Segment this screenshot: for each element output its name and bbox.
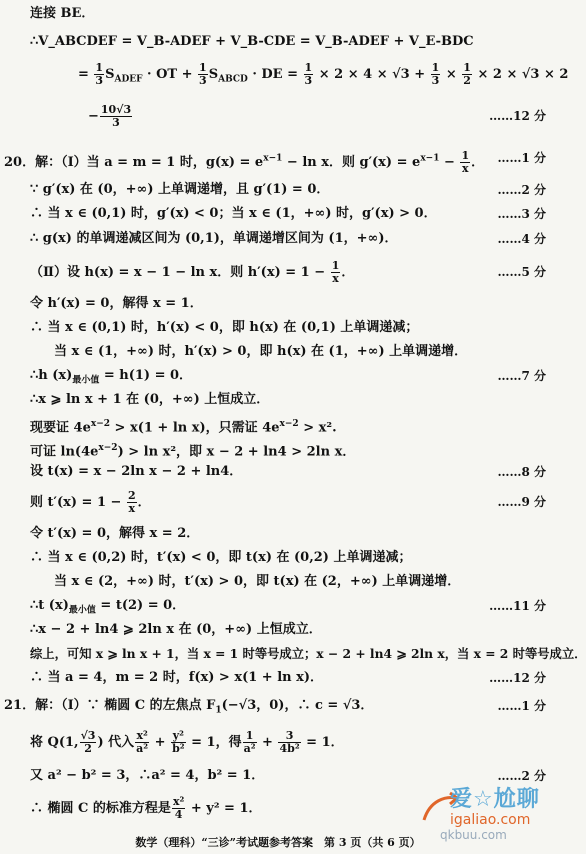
line-21-2: 将 Q(1, $\frac{√3}{2}$ ) 代入 $\frac{\text{x²}}{\text{a²}}$ + $\frac{\text{y²}}{\text{b²}}$ = 1，得 $\frac{1}{\text{a²}}$ + $\frac{3}{\text{4b²}}$ = 1． (30, 729, 344, 755)
line-volume-split: ∴V_ABCDEF = V_B-ADEF + V_B-CDE = V_B-ADEF + V_E-BDC (30, 34, 474, 49)
score-8: ……8 分 (497, 465, 546, 479)
line-20-10: ∴x ⩾ ln x + 1 在 (0，+∞) 上恒成立． (30, 392, 270, 407)
line-21-4: ∴ 椭圆 C 的标准方程是 $\frac{\text{x²}}{4}$ + y² = 1． (30, 795, 262, 821)
score-11: ……11 分 (489, 599, 546, 613)
line-20-6: 令 h′(x) = 0，解得 x = 1． (30, 296, 203, 311)
score-9: ……9 分 (497, 495, 546, 509)
score-5: ……5 分 (497, 265, 546, 279)
site-watermark: 爱☆尬聊 igaliao.com qkbuu.com (420, 780, 550, 850)
line-20-14: 则 t′(x) = 1 − $\frac{2}{x}$ ． (30, 489, 151, 515)
line-volume-calc: = $\frac{1}{3}$ $S_{ADEF}$ · OT + $\frac{1}{3}$ $S_{ABCD}$ · DE = $\frac{1}{3}$ × 2 × 4 × √3 + $\frac{1}{3}$ × $\frac{1}{2}$ × 2 × √3 × 2 (78, 61, 569, 87)
score-1: ……1 分 (497, 151, 546, 165)
score-7: ……7 分 (497, 369, 546, 383)
page-footer: 数学（理科）“三诊”考试题参考答案 第 3 页（共 6 页） (135, 836, 421, 849)
line-20-20: 综上，可知 x ⩾ ln x + 1，当 x = 1 时等号成立；x − 2 + ln4 ⩾ 2ln x，当 x = 2 时等号成立． (30, 646, 586, 661)
problem-21-part1: 21．解：（Ⅰ）∵ 椭圆 C 的左焦点 $F_1(-√3$，0)，∴ c = √3． (4, 698, 374, 716)
score-2: ……2 分 (497, 769, 546, 783)
line-20-2: ∵ g′(x) 在 (0，+∞) 上单调递增，且 g′(1) = 0． (30, 182, 330, 197)
score-12: ……12 分 (489, 109, 546, 123)
score-4: ……4 分 (497, 232, 546, 246)
line-20-5: （Ⅱ）设 h(x) = x − 1 − ln x．则 h′(x) = 1 − $\frac{1}{x}$ ． (30, 259, 355, 285)
line-20-19: ∴x − 2 + ln4 ⩾ 2ln x 在 (0，+∞) 上恒成立． (30, 622, 322, 637)
fraction: $\frac{1}{3}$ (95, 61, 104, 87)
line-20-15: 令 t′(x) = 0，解得 x = 2． (30, 526, 200, 541)
line-20-13: 设 t(x) = x − 2ln x − 2 + ln4． (30, 464, 243, 479)
line-20-9: ∴h $(x)_{最小值} = h(1) = 0$． (30, 368, 193, 386)
line-20-18: ∴t $(x)_{最小值} = t(2) = 0$． (30, 598, 186, 616)
line-20-11: 现要证 $4e^{x-2} > x(1 + \ln x)$，只需证 $4e^{x-2} > x^2$. (30, 419, 337, 436)
fraction: $\frac{1}{3}$ (431, 61, 440, 87)
line-20-3: ∴ 当 x ∈ (0,1) 时，g′(x) < 0；当 x ∈ (1，+∞) 时，g′(x) > 0． (30, 206, 437, 221)
line-volume-result: − $\frac{10√3}{3}$ (88, 103, 132, 129)
line-20-4: ∴ g(x) 的单调递减区间为 (0,1)，单调递增区间为 (1，+∞)． (30, 231, 398, 246)
line-20-16: ∴ 当 x ∈ (0,2) 时，t′(x) < 0，即 t(x) 在 (0,2) 上单调递减； (30, 550, 412, 565)
fraction: $\frac{1}{3}$ (199, 61, 207, 87)
score-3: ……3 分 (497, 207, 546, 221)
score-2: ……2 分 (497, 183, 546, 197)
score-1: ……1 分 (497, 699, 546, 713)
problem-20-part1: 20．解：（Ⅰ）当 a = m = 1 时，$g(x) = e^{x-1} - \ln x$．则 $g'(x) = e^{x-1}$ − $\frac{1}{x}$ ． (4, 149, 485, 175)
line-20-7: ∴ 当 x ∈ (0,1) 时，h′(x) < 0，即 h(x) 在 (0,1) 上单调递减； (30, 320, 419, 335)
fraction: $\frac{1}{2}$ (463, 61, 471, 87)
score-12: ……12 分 (489, 671, 546, 685)
line-20-12: 可证 $\ln(4e^{x-2}) > \ln x^2$，即 x − 2 + ln4 > 2ln x． (30, 443, 356, 460)
line-21-3: 又 a² − b² = 3，∴a² = 4，b² = 1． (30, 768, 265, 783)
line-20-8: 当 x ∈ (1，+∞) 时，h′(x) > 0，即 h(x) 在 (1，+∞) 上单调递增． (54, 344, 468, 359)
line-connect-be: 连接 BE． (30, 6, 95, 21)
line-20-17: 当 x ∈ (2，+∞) 时，t′(x) > 0，即 t(x) 在 (2，+∞) 上单调递增． (54, 574, 461, 589)
line-20-21: ∴ 当 a = 4，m = 2 时，f(x) > x(1 + ln x)． (30, 670, 324, 685)
fraction: $\frac{1}{3}$ (304, 61, 313, 87)
